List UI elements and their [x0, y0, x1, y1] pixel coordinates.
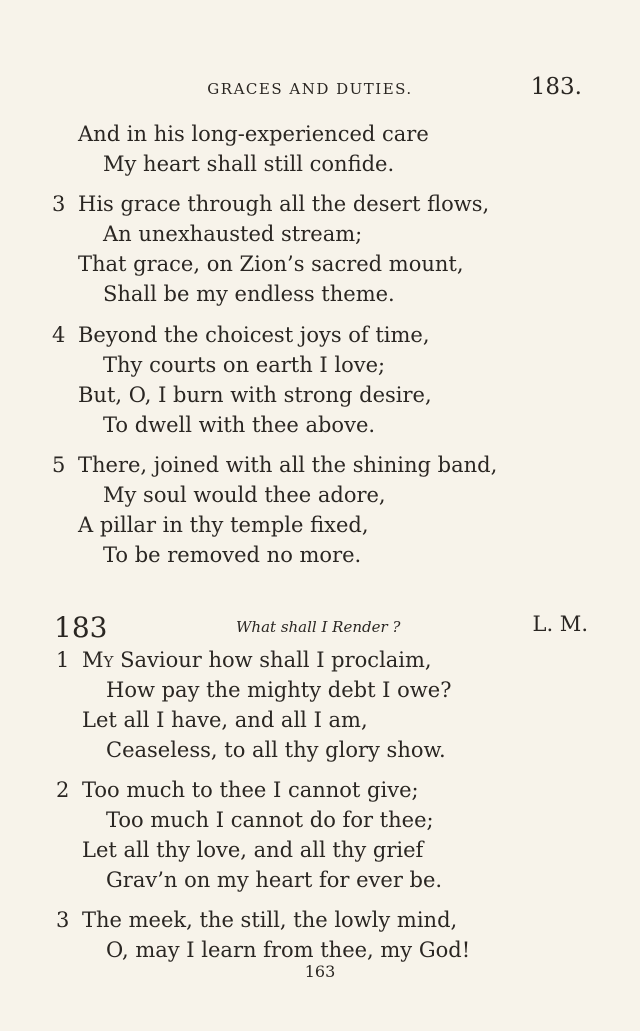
small-caps-first-word: My: [82, 648, 114, 672]
hymn-meter: L. M.: [532, 612, 588, 636]
verse-line: Ceaseless, to all thy glory show.: [106, 738, 446, 762]
verse-line: There, joined with all the shining band,: [78, 453, 498, 477]
stanza-number: 4: [52, 323, 66, 347]
verse-line: The meek, the still, the lowly mind,: [82, 908, 458, 932]
verse-line: My Saviour how shall I proclaim,: [82, 648, 432, 672]
verse-line: That grace, on Zion’s sacred mount,: [78, 252, 464, 276]
stanza-number: 1: [56, 648, 70, 672]
verse-line: But, O, I burn with strong desire,: [78, 383, 432, 407]
verse-line: Grav’n on my heart for ever be.: [106, 868, 443, 892]
verse-line: His grace through all the desert flows,: [78, 192, 490, 216]
verse-line: To dwell with thee above.: [103, 413, 376, 437]
verse-line: How pay the mighty debt I owe?: [106, 678, 452, 702]
verse-line: My heart shall still confide.: [103, 152, 395, 176]
verse-line: My soul would thee adore,: [103, 483, 386, 507]
verse-line: And in his long-experienced care: [78, 122, 429, 146]
verse-line: Shall be my endless theme.: [103, 282, 395, 306]
verse-line: Too much to thee I cannot give;: [82, 778, 419, 802]
hymn-title: What shall I Render ?: [236, 618, 401, 636]
verse-line: Too much I cannot do for thee;: [106, 808, 434, 832]
signature-mark: 163: [304, 962, 336, 981]
verse-line: An unexhausted stream;: [103, 222, 363, 246]
verse-line: Let all thy love, and all thy grief: [82, 838, 424, 862]
verse-line: Thy courts on earth I love;: [103, 353, 386, 377]
stanza-number: 3: [56, 908, 70, 932]
hymn-number: 183: [54, 611, 108, 644]
verse-line: O, may I learn from thee, my God!: [106, 938, 471, 962]
running-header: GRACES AND DUTIES.: [207, 80, 413, 98]
stanza-number: 2: [56, 778, 70, 802]
page-number: 183.: [530, 74, 582, 100]
verse-line: A pillar in thy temple fixed,: [78, 513, 369, 537]
verse-line: Beyond the choicest joys of time,: [78, 323, 430, 347]
stanza-number: 5: [52, 453, 66, 477]
verse-line: Let all I have, and all I am,: [82, 708, 368, 732]
verse-line: To be removed no more.: [103, 543, 362, 567]
stanza-number: 3: [52, 192, 66, 216]
